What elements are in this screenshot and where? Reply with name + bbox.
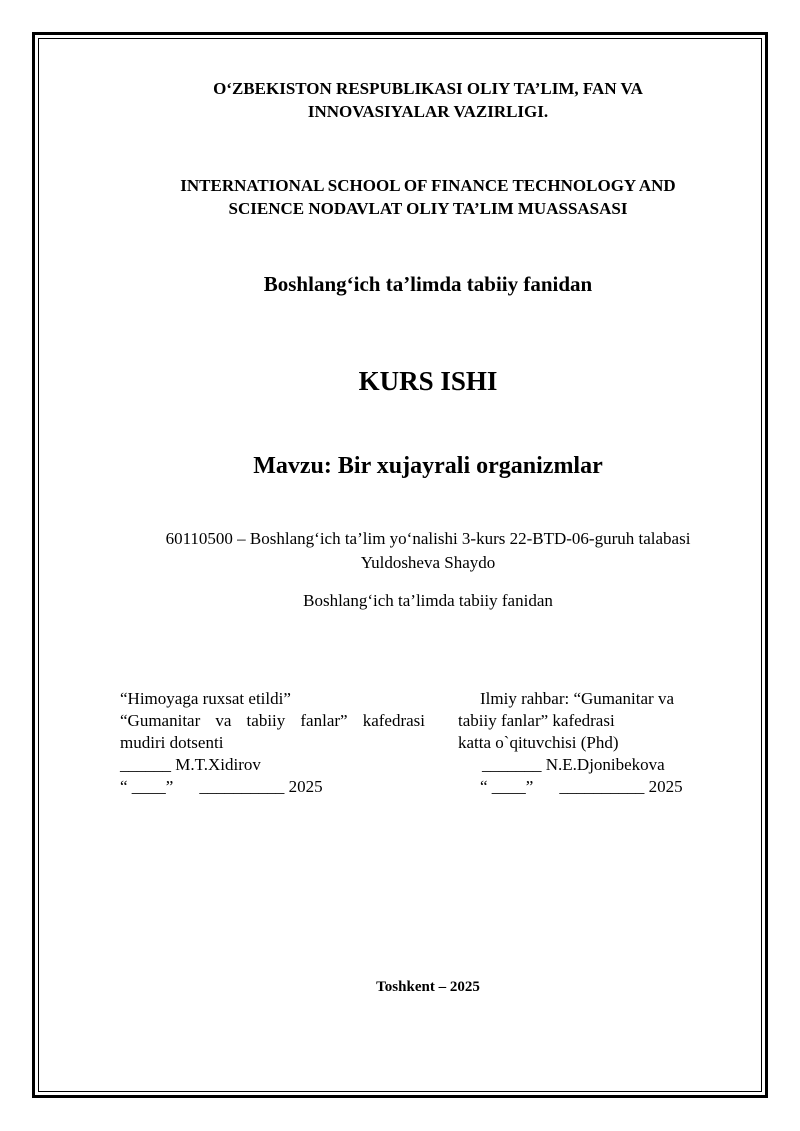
student-subject: Boshlang‘ich ta’limda tabiiy fanidan xyxy=(303,591,553,610)
supervisor-name: N.E.Djonibekova xyxy=(545,755,665,774)
date-year: 2025 xyxy=(288,777,323,796)
approval-right-block xyxy=(458,688,708,798)
city-year: Toshkent – 2025 xyxy=(376,979,480,995)
work-type-title: KURS ISHI xyxy=(358,366,498,396)
topic-title: Mavzu: Bir xujayrali organizmlar xyxy=(253,453,603,479)
approval-left-line-1: “Himoyaga ruxsat etildi” xyxy=(120,689,291,708)
approval-right-line-2: tabiiy fanlar” kafedrasi xyxy=(458,711,615,730)
date-day-blank: “ ____” xyxy=(480,777,534,796)
approval-right-signature xyxy=(458,754,708,776)
school-line-1: INTERNATIONAL SCHOOL OF FINANCE TECHNOLOGY AND xyxy=(180,176,676,195)
ministry-line-1: O‘ZBEKISTON RESPUBLIKASI OLIY TA’LIM, FAN VA xyxy=(213,79,643,98)
date-month-blank: __________ xyxy=(559,777,645,796)
signature-blank: _______ xyxy=(482,755,542,774)
date-day-blank: “ ____” xyxy=(120,777,174,796)
student-name: Yuldosheva Shaydo xyxy=(360,553,496,572)
approval-right-line-3: katta o`qituvchisi (Phd) xyxy=(458,733,619,752)
subject-title: Boshlang‘ich ta’limda tabiiy fanidan xyxy=(263,272,593,296)
student-info xyxy=(80,527,776,575)
approver-name: M.T.Xidirov xyxy=(175,755,261,774)
signature-blank: ______ xyxy=(120,755,171,774)
approval-right-date xyxy=(458,776,708,798)
date-year: 2025 xyxy=(648,777,683,796)
approval-left-line-2: “Gumanitar va tabiiy fanlar” kafedrasi xyxy=(120,711,425,730)
approval-right-line-1: Ilmiy rahbar: “Gumanitar va xyxy=(480,689,675,708)
approval-left-signature xyxy=(120,754,425,776)
approval-left-line-3: mudiri dotsenti xyxy=(120,733,224,752)
school-line-2: SCIENCE NODAVLAT OLIY TA’LIM MUASSASASI xyxy=(228,199,628,218)
date-month-blank: __________ xyxy=(199,777,285,796)
student-program-line: 60110500 – Boshlang‘ich ta’lim yo‘nalishi 3-kurs 22-BTD-06-guruh talabasi xyxy=(165,529,691,548)
approval-left-date xyxy=(120,776,425,798)
ministry-heading xyxy=(80,77,776,123)
school-heading xyxy=(80,174,776,220)
ministry-line-2: INNOVASIYALAR VAZIRLIGI. xyxy=(307,102,549,121)
approval-left-block xyxy=(120,688,425,798)
